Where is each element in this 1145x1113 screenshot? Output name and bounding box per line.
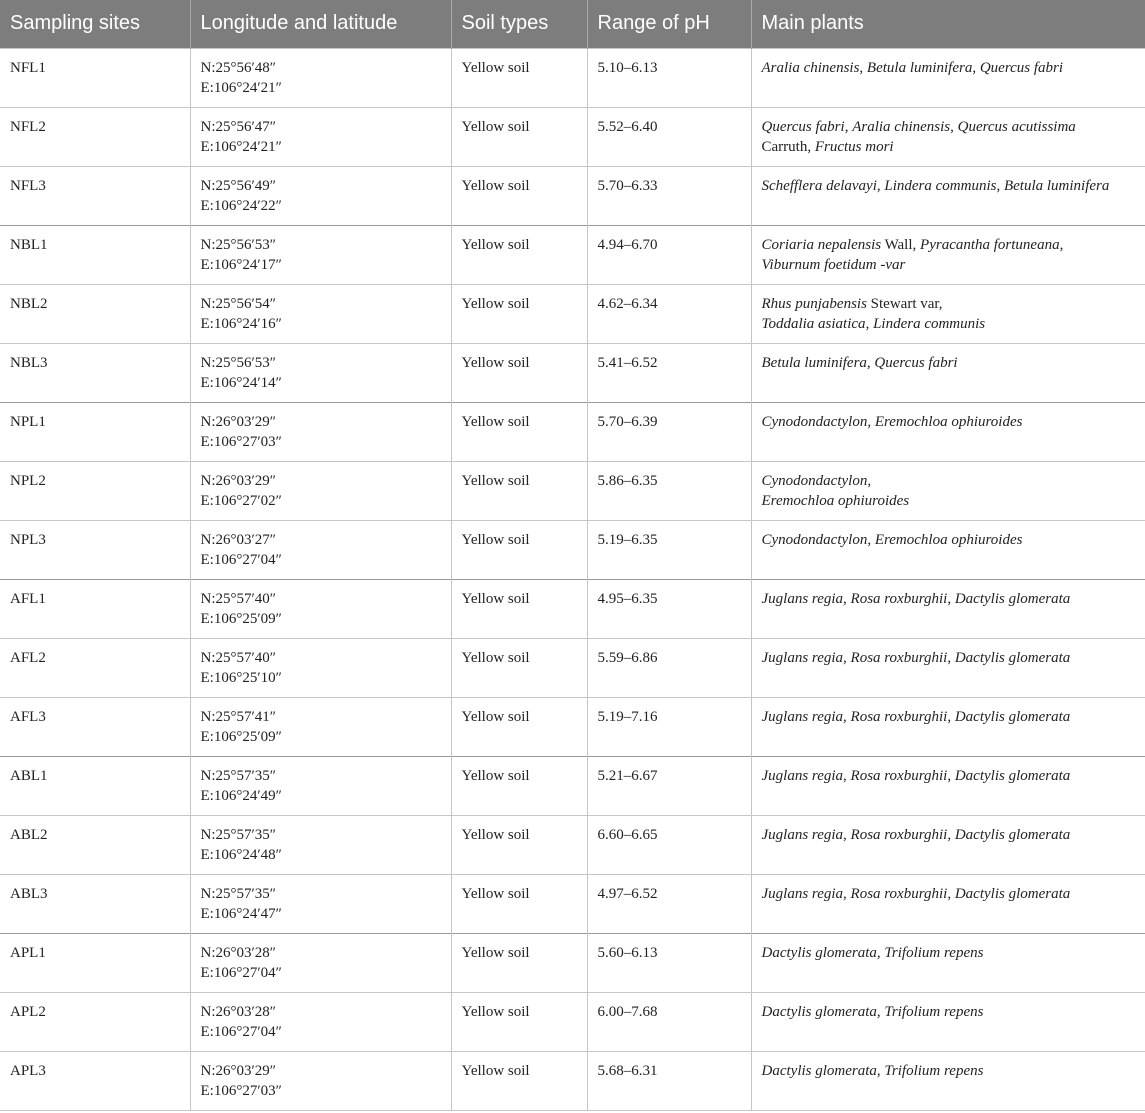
plant-name: Schefflera delavayi	[761, 177, 877, 194]
main-plants-cell	[751, 343, 1145, 402]
plant-name: Trifolium repens	[884, 1003, 984, 1020]
coordinates-cell	[190, 402, 451, 461]
plants-line	[762, 294, 1136, 314]
plant-separator: ,	[866, 354, 875, 371]
plants-line	[762, 176, 1136, 196]
plant-name: Dactylis glomerata	[954, 708, 1071, 725]
main-plants-cell	[751, 638, 1145, 697]
main-plants-cell	[751, 402, 1145, 461]
coordinates-cell	[190, 992, 451, 1051]
plant-separator: ,	[947, 649, 955, 666]
ph-range-cell: 5.70–6.39	[587, 402, 751, 461]
plant-name: Cynodondactylon	[761, 531, 868, 548]
plant-name: Pyracantha fortuneana	[920, 236, 1060, 253]
ph-range-cell: 5.19–6.35	[587, 520, 751, 579]
latitude: N:25°57′40″	[200, 649, 277, 666]
plant-name: Dactylis glomerata	[761, 944, 877, 961]
ph-range-cell: 4.62–6.34	[587, 284, 751, 343]
main-plants-cell	[751, 874, 1145, 933]
plant-name: Eremochloa ophiuroides	[761, 492, 910, 509]
plant-name: Juglans regia	[761, 826, 844, 843]
coordinates-cell	[190, 107, 451, 166]
soil-type-cell: Yellow soil	[451, 992, 587, 1051]
latitude: N:25°56′53″	[200, 354, 277, 371]
table-row	[0, 756, 1145, 815]
plant-separator: ,	[843, 767, 851, 784]
header-row	[0, 0, 1145, 48]
longitude: E:106°25′09″	[200, 728, 282, 745]
latitude: N:26°03′28″	[200, 1003, 277, 1020]
plants-line	[762, 137, 1136, 157]
soil-type-cell: Yellow soil	[451, 933, 587, 992]
main-plants-cell	[751, 107, 1145, 166]
coordinates-cell	[190, 166, 451, 225]
table-row	[0, 520, 1145, 579]
latitude: N:26°03′29″	[200, 472, 277, 489]
plant-separator: ,	[867, 413, 875, 430]
site-cell: NFL2	[0, 107, 190, 166]
plant-name: Betula luminifera	[866, 59, 973, 76]
plant-name: Juglans regia	[761, 767, 844, 784]
longitude: E:106°27′04″	[200, 1023, 282, 1040]
coordinates-cell	[190, 815, 451, 874]
plants-line	[762, 1061, 1136, 1081]
plant-name: Betula luminifera	[761, 354, 867, 371]
coordinates-cell	[190, 874, 451, 933]
table-row	[0, 107, 1145, 166]
plant-name: Rosa roxburghii	[850, 708, 948, 725]
longitude: E:106°27′03″	[200, 433, 282, 450]
site-cell: NBL1	[0, 225, 190, 284]
plants-line	[762, 884, 1136, 904]
plant-name: Betula luminifera	[1003, 177, 1110, 194]
longitude: E:106°27′04″	[200, 551, 282, 568]
latitude: N:25°57′35″	[200, 826, 277, 843]
plants-line	[762, 1002, 1136, 1022]
header-ph-range: Range of pH	[587, 0, 751, 48]
plants-line	[762, 353, 1136, 373]
site-cell: ABL3	[0, 874, 190, 933]
coordinates-cell	[190, 933, 451, 992]
ph-range-cell: 5.52–6.40	[587, 107, 751, 166]
latitude: N:26°03′27″	[200, 531, 277, 548]
ph-range-cell: 5.60–6.13	[587, 933, 751, 992]
header-sampling-sites: Sampling sites	[10, 12, 141, 35]
longitude: E:106°24′21″	[200, 138, 282, 155]
soil-type-cell: Yellow soil	[451, 343, 587, 402]
ph-range-cell: 6.00–7.68	[587, 992, 751, 1051]
coordinates-cell	[190, 343, 451, 402]
plants-line	[762, 58, 1136, 78]
longitude: E:106°27′02″	[200, 492, 282, 509]
plant-name: Lindera communis	[884, 177, 997, 194]
latitude: N:25°56′53″	[200, 236, 277, 253]
soil-type-cell: Yellow soil	[451, 874, 587, 933]
plants-line	[762, 648, 1136, 668]
plant-name: Quercus fabri	[979, 59, 1064, 76]
longitude: E:106°24′14″	[200, 374, 282, 391]
site-cell: AFL1	[0, 579, 190, 638]
plant-separator: ,	[876, 177, 885, 194]
plants-line	[762, 314, 1136, 334]
plant-name: Quercus fabri	[874, 354, 958, 371]
plant-name: Juglans regia	[761, 708, 844, 725]
table-body	[0, 48, 1145, 1110]
coordinates-cell	[190, 579, 451, 638]
site-cell: NFL3	[0, 166, 190, 225]
site-cell: AFL3	[0, 697, 190, 756]
table-row	[0, 48, 1145, 107]
latitude: N:25°56′47″	[200, 118, 277, 135]
plant-name: Juglans regia	[761, 885, 844, 902]
plant-separator: ,	[843, 708, 851, 725]
plants-line	[762, 235, 1136, 255]
plants-line	[762, 766, 1136, 786]
plant-name: Dactylis glomerata	[761, 1003, 877, 1020]
site-cell: NPL1	[0, 402, 190, 461]
plant-name: Dactylis glomerata	[954, 767, 1071, 784]
ph-range-cell: 4.97–6.52	[587, 874, 751, 933]
site-cell: NBL2	[0, 284, 190, 343]
soil-type-cell: Yellow soil	[451, 815, 587, 874]
longitude: E:106°24′21″	[200, 79, 282, 96]
latitude: N:25°56′54″	[200, 295, 277, 312]
site-cell: ABL1	[0, 756, 190, 815]
main-plants-cell	[751, 579, 1145, 638]
plant-separator: ,	[972, 59, 980, 76]
plant-name: Eremochloa ophiuroides	[874, 531, 1023, 548]
table-row	[0, 638, 1145, 697]
plants-line	[762, 412, 1136, 432]
site-cell: APL3	[0, 1051, 190, 1110]
ph-range-cell: 5.68–6.31	[587, 1051, 751, 1110]
table-row	[0, 284, 1145, 343]
coordinates-cell	[190, 756, 451, 815]
plant-name: Coriaria nepalensis	[761, 236, 882, 253]
plants-line	[762, 530, 1136, 550]
ph-range-cell: 5.86–6.35	[587, 461, 751, 520]
longitude: E:106°24′47″	[200, 905, 282, 922]
table-row	[0, 992, 1145, 1051]
soil-type-cell: Yellow soil	[451, 166, 587, 225]
soil-type-cell: Yellow soil	[451, 48, 587, 107]
soil-type-cell: Yellow soil	[451, 107, 587, 166]
soil-type-cell: Yellow soil	[451, 520, 587, 579]
plant-separator: Stewart var,	[866, 295, 943, 312]
table-row	[0, 461, 1145, 520]
plant-name: Rosa roxburghii	[850, 826, 948, 843]
plant-name: Dactylis glomerata	[954, 826, 1071, 843]
table-row	[0, 225, 1145, 284]
table-row	[0, 343, 1145, 402]
longitude: E:106°24′22″	[200, 197, 282, 214]
plant-name: Toddalia asiatica	[761, 315, 866, 332]
soil-type-cell: Yellow soil	[451, 579, 587, 638]
main-plants-cell	[751, 1051, 1145, 1110]
site-cell: NPL2	[0, 461, 190, 520]
coordinates-cell	[190, 225, 451, 284]
table-row	[0, 166, 1145, 225]
site-cell: APL2	[0, 992, 190, 1051]
plant-name: Eremochloa ophiuroides	[874, 413, 1023, 430]
plant-name: Dactylis glomerata	[761, 1062, 877, 1079]
soil-type-cell: Yellow soil	[451, 697, 587, 756]
ph-range-cell: 5.41–6.52	[587, 343, 751, 402]
longitude: E:106°24′17″	[200, 256, 282, 273]
latitude: N:26°03′29″	[200, 1062, 277, 1079]
plant-name: Aralia chinensis	[761, 59, 860, 76]
plant-name: Rosa roxburghii	[850, 885, 948, 902]
plant-separator: ,	[865, 315, 874, 332]
main-plants-cell	[751, 697, 1145, 756]
table-header	[0, 0, 1145, 48]
site-cell: NPL3	[0, 520, 190, 579]
plant-name: Rhus punjabensis	[761, 295, 867, 312]
plant-separator: ,	[843, 649, 851, 666]
plant-name: Juglans regia	[761, 590, 844, 607]
longitude: E:106°27′04″	[200, 964, 282, 981]
table-row	[0, 579, 1145, 638]
plant-separator: ,	[996, 177, 1004, 194]
soil-type-cell: Yellow soil	[451, 756, 587, 815]
plant-separator: ,	[867, 531, 875, 548]
soil-type-cell: Yellow soil	[451, 225, 587, 284]
plants-line	[762, 255, 1136, 275]
table-row	[0, 815, 1145, 874]
latitude: N:25°57′35″	[200, 767, 277, 784]
plant-name: Fructus mori	[814, 138, 894, 155]
table-row	[0, 1051, 1145, 1110]
main-plants-cell	[751, 284, 1145, 343]
coordinates-cell	[190, 1051, 451, 1110]
main-plants-cell	[751, 166, 1145, 225]
plant-name: Cynodondactylon	[761, 413, 868, 430]
plant-separator: ,	[876, 1062, 885, 1079]
plant-separator: ,	[844, 118, 853, 135]
longitude: E:106°24′16″	[200, 315, 282, 332]
plant-name: Quercus acutissima	[957, 118, 1076, 135]
plant-separator: ,	[947, 885, 955, 902]
latitude: N:26°03′28″	[200, 944, 277, 961]
soil-type-cell: Yellow soil	[451, 402, 587, 461]
longitude: E:106°25′09″	[200, 610, 282, 627]
plant-name: Quercus fabri	[761, 118, 845, 135]
plant-separator: ,	[947, 826, 955, 843]
plant-name: Cynodondactylon	[761, 472, 868, 489]
ph-range-cell: 5.70–6.33	[587, 166, 751, 225]
longitude: E:106°24′49″	[200, 787, 282, 804]
plant-separator: ,	[843, 590, 851, 607]
longitude: E:106°24′48″	[200, 846, 282, 863]
plant-name: Trifolium repens	[884, 944, 984, 961]
main-plants-cell	[751, 520, 1145, 579]
plants-line	[762, 825, 1136, 845]
site-cell: NBL3	[0, 343, 190, 402]
plant-separator: ,	[876, 944, 885, 961]
ph-range-cell: 5.19–7.16	[587, 697, 751, 756]
plants-line	[762, 943, 1136, 963]
plants-line	[762, 589, 1136, 609]
coordinates-cell	[190, 284, 451, 343]
header-soil-types: Soil types	[451, 0, 587, 48]
plant-separator: ,	[843, 885, 851, 902]
site-cell: ABL2	[0, 815, 190, 874]
plants-line	[762, 471, 1136, 491]
plants-line	[762, 707, 1136, 727]
latitude: N:26°03′29″	[200, 413, 277, 430]
site-cell: NFL1	[0, 48, 190, 107]
ph-range-cell: 5.59–6.86	[587, 638, 751, 697]
main-plants-cell	[751, 461, 1145, 520]
longitude: E:106°27′03″	[200, 1082, 282, 1099]
plant-name: Juglans regia	[761, 649, 844, 666]
plant-separator: ,	[867, 472, 872, 489]
plant-separator: ,	[947, 590, 955, 607]
ph-range-cell: 6.60–6.65	[587, 815, 751, 874]
plant-name: Rosa roxburghii	[850, 590, 948, 607]
plant-name: Dactylis glomerata	[954, 590, 1071, 607]
latitude: N:25°57′40″	[200, 590, 277, 607]
latitude: N:25°57′41″	[200, 708, 277, 725]
ph-range-cell: 5.10–6.13	[587, 48, 751, 107]
table-row	[0, 933, 1145, 992]
plant-name: Trifolium repens	[884, 1062, 984, 1079]
table-row	[0, 402, 1145, 461]
ph-range-cell: 5.21–6.67	[587, 756, 751, 815]
main-plants-cell	[751, 756, 1145, 815]
plant-separator: Wall,	[881, 236, 921, 253]
plant-name: Dactylis glomerata	[954, 885, 1071, 902]
latitude: N:25°56′48″	[200, 59, 277, 76]
main-plants-cell	[751, 815, 1145, 874]
plant-separator: ,	[859, 59, 867, 76]
plant-name: Lindera communis	[873, 315, 986, 332]
plant-separator: ,	[1059, 236, 1064, 253]
plant-name: Rosa roxburghii	[850, 649, 948, 666]
latitude: N:25°56′49″	[200, 177, 277, 194]
latitude: N:25°57′35″	[200, 885, 277, 902]
table-row	[0, 697, 1145, 756]
plant-name: Aralia chinensis	[852, 118, 951, 135]
site-cell: AFL2	[0, 638, 190, 697]
plant-name: Dactylis glomerata	[954, 649, 1071, 666]
soil-type-cell: Yellow soil	[451, 461, 587, 520]
longitude: E:106°25′10″	[200, 669, 282, 686]
plant-separator: Carruth,	[761, 138, 815, 155]
coordinates-cell	[190, 461, 451, 520]
coordinates-cell	[190, 697, 451, 756]
ph-range-cell: 4.95–6.35	[587, 579, 751, 638]
main-plants-cell	[751, 225, 1145, 284]
coordinates-cell	[190, 48, 451, 107]
site-cell: APL1	[0, 933, 190, 992]
soil-type-cell: Yellow soil	[451, 284, 587, 343]
coordinates-cell	[190, 638, 451, 697]
plant-name: Rosa roxburghii	[850, 767, 948, 784]
main-plants-cell	[751, 992, 1145, 1051]
main-plants-cell	[751, 48, 1145, 107]
soil-type-cell: Yellow soil	[451, 638, 587, 697]
plants-line	[762, 117, 1136, 137]
header-main-plants: Main plants	[751, 0, 1145, 48]
main-plants-cell	[751, 933, 1145, 992]
header-longitude-latitude: Longitude and latitude	[190, 0, 451, 48]
coordinates-cell	[190, 520, 451, 579]
plant-separator: ,	[843, 826, 851, 843]
plants-line	[762, 491, 1136, 511]
plant-separator: ,	[947, 708, 955, 725]
plant-separator: ,	[950, 118, 958, 135]
table-row	[0, 874, 1145, 933]
soil-type-cell: Yellow soil	[451, 1051, 587, 1110]
plant-separator: ,	[876, 1003, 885, 1020]
ph-range-cell: 4.94–6.70	[587, 225, 751, 284]
plant-separator: ,	[947, 767, 955, 784]
plant-name: Viburnum foetidum -var	[761, 256, 906, 273]
